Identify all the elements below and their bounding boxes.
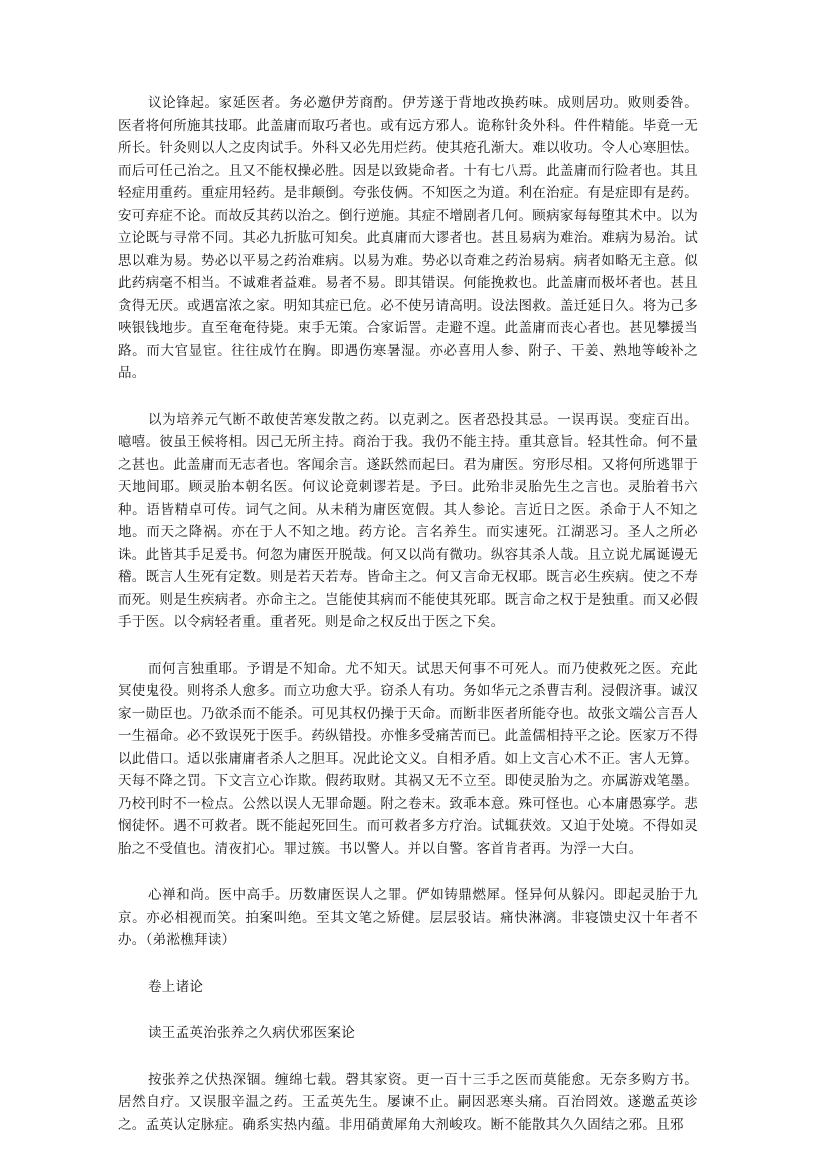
body-paragraph: 以为培养元气断不敢使苦寒发散之药。以克剥之。医者恐投其忌。一误再误。变症百出。噫嘻。彼虽王候将相。因己无所主持。商治于我。我仍不能主持。重其意旨。轻其性命。何不量之甚也。此盖庸而无志者也。客闻余言。遂跃然而起曰。君为庸医。穷形尽相。又将何所逃罪于天地间耶。顾灵胎本朝名医。何议论竟刺谬若是。予曰。此殆非灵胎先生之言也。灵胎着书六种。语皆精卓可传。词气之间。从未稍为庸医宽假。其人参论。言近日之医。杀命于人不知之地。而天之降祸。亦在于人不知之地。药方论。言名养生。而实速死。江湖恶习。圣人之所必诛。此皆其手足爰书。何忽为庸医开脱哉。何又以尚有微功。纵容其杀人哉。且立说尤属诞谩无稽。既言人生死有定数。则是若天若寿。皆命主之。何又言命无权耶。既言必生疾病。使之不寿而死。则是生疾病者。亦命主之。岂能使其病而不能使其死耶。既言命之权于是独重。而又必假手于医。以令病轻者重。重者死。则是命之权反出于医之下矣。 — [118, 411, 698, 630]
body-paragraph: 按张养之伏热深锢。缠绵七载。磬其家资。更一百十三手之医而莫能愈。无奈多购方书。居然自疗。又误服辛温之药。王孟英先生。屡谏不止。嗣因恶寒头痛。百治罔效。遂邀孟英诊之。孟英认定脉症。确系实热内蕴。非用硝黄犀角大剂峻攻。断不能散其久久固结之邪。且邪 — [118, 1071, 698, 1133]
body-paragraph: 而何言独重耶。予谓是不知命。尤不知天。试思天何事不可死人。而乃使救死之医。充此冥使鬼役。则将杀人愈多。而立功愈大乎。窃杀人有功。务如华元之杀曹吉利。浸假济事。诚汉家一勋臣也。乃欲杀而不能杀。可见其权仍操于天命。而断非医者所能夺也。故张文端公言吾人一生福命。必不致误死于医手。药纵错投。亦惟多受痛苦而已。此盖儒相持平之论。医家万不得以此借口。适以张庸庸者杀人之胆耳。况此论文义。自相矛盾。如上文言心术不正。害人无算。天每不降之罚。下文言立心诈欺。假药取财。其祸又无不立至。即使灵胎为之。亦属游戏笔墨。乃校刊时不一检点。公然以误人无罪命题。附之卷末。致乖本意。殊可怪也。心本庸愚寡学。悲悯徒怀。遇不可救者。既不能起死回生。而可救者多方疗治。试辄获效。又迫于处境。不得如灵胎之不受值也。清夜扪心。罪过簇。书以警人。并以自警。客首肯者再。为浮一大白。 — [118, 660, 698, 857]
article-title: 读王孟英治张养之久病伏邪医案论 — [148, 1025, 355, 1041]
section-heading: 卷上诸论 — [148, 978, 204, 995]
document-page — [118, 92, 698, 1160]
body-paragraph: 心禅和尚。医中高手。历数庸医误人之罪。俨如铸鼎燃犀。怪异何从躲闪。即起灵胎于九京。亦必相视而笑。拍案叫绝。至其文笔之矫健。层层驳诘。痛快淋漓。非寝馈史汉十年者不办。（弟淞樵拜读） — [118, 887, 698, 948]
body-paragraph: 议论锋起。家延医者。务必邀伊芳商酌。伊芳遂于背地改换药味。成则居功。败则委咎。医者将何所施其技耶。此盖庸而取巧者也。或有远方邪人。诡称针灸外科。件件精能。毕竟一无所长。针灸则以人之皮肉试手。外科又必先用烂药。使其疮孔渐大。难以收功。令人心寒胆怯。而后可任己治之。且又不能权操必胜。因是以致毙命者。十有七八焉。此盖庸而行险者也。其且轻症用重药。重症用轻药。是非颠倒。夸张伎俩。不知医之为道。利在治症。有是症即有是药。安可弃症不论。而故反其药以治之。倒行逆施。其症不增剧者几何。顾病家每每堕其术中。以为立论既与寻常不同。其必九折肱可知矣。此真庸而大谬者也。甚且易病为难治。难病为易治。试思以难为易。势必以平易之药治难病。以易为难。势必以奇难之药治易病。病者如略无主意。似此药病毫不相当。不诚难者益难。易者不易。即其错误。何能挽救也。此盖庸而极坏者也。甚且贪得无厌。或遇富浓之家。明知其症已危。必不使另请高明。设法图救。盖迁延日久。将为己多唊银钱地步。直至奄奄待毙。束手无策。合家诟詈。走避不遑。此盖庸而丧心者也。甚见攀援当路。而大官显宦。往往成竹在胸。即遇伤寒暑湿。亦必喜用人参、附子、干姜、熟地等峻补之品。 — [118, 95, 698, 381]
